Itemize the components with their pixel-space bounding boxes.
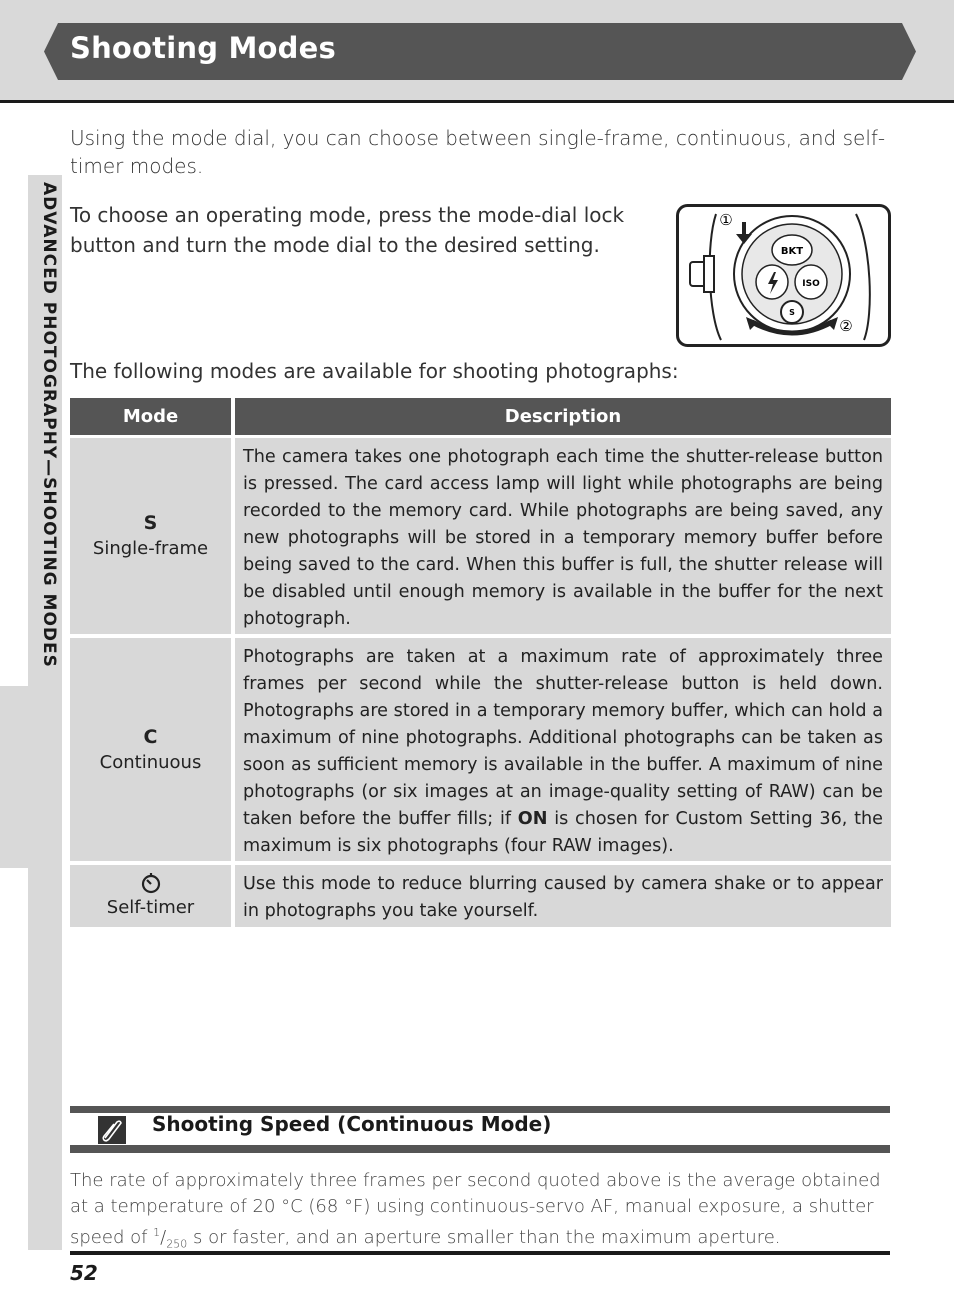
svg-text:②: ② xyxy=(839,317,853,335)
self-timer-icon xyxy=(139,871,163,895)
mode-symbol: S xyxy=(143,512,158,534)
note-rule-mid xyxy=(70,1145,890,1153)
note-text: s or faster, and an aperture smaller than the maximum aperture. xyxy=(187,1227,781,1248)
mode-name: Self-timer xyxy=(106,897,195,918)
fraction-numerator: 1 xyxy=(153,1226,161,1239)
svg-text:①: ① xyxy=(719,211,733,229)
note-body: The rate of approximately three frames per second quoted above is the average obtained at a temperature of 20 °C (68 °F) using continuous-servo AF, manual exposure, a shutter speed of $^1/_{250}$ s or faster, and an aperture smaller than the maximum aperture. xyxy=(70,1170,881,1251)
title-banner xyxy=(44,23,916,80)
description-text: Photographs are taken at a maximum rate of approximately three frames per second while the shutter-release button is held down. Photographs are stored in a temporary memory buffer, which can hold a maximum of nine photographs. Additional photographs can be taken as soon as sufficient memory is available in the buffer. A maximum of nine photographs (or six images at an image-quality setting of RAW) can be taken before the buffer fills; if xyxy=(243,647,883,829)
header-rule xyxy=(0,100,954,103)
table-row-description xyxy=(235,638,891,861)
page-number: 52 xyxy=(70,1261,98,1285)
note-title: Shooting Speed (Continuous Mode) xyxy=(152,1112,552,1136)
svg-text:ISO: ISO xyxy=(802,279,820,289)
instruction-paragraph: To choose an operating mode, press the mode-dial lock button and turn the mode dial to the desired setting. xyxy=(70,203,625,257)
section-tab-label: ADVANCED PHOTOGRAPHY—SHOOTING MODES xyxy=(39,182,59,668)
table-row-description: The camera takes one photograph each time the shutter-release button is pressed. The card access lamp will light while photographs are being recorded to the memory card. While photographs are being saved, any new photographs will be stored in a temporary memory buffer before being saved to the card. When this buffer is full, the shutter release will be disabled until enough memory is available in the buffer for the next photograph. xyxy=(235,438,891,634)
fraction-denominator: 250 xyxy=(166,1237,188,1251)
table-row-description: Use this mode to reduce blurring caused by camera shake or to appear in photographs you take yourself. xyxy=(235,865,891,927)
mode-dial-illustration xyxy=(676,204,891,347)
table-row-mode-cell xyxy=(70,865,231,927)
svg-text:S: S xyxy=(789,308,795,317)
column-header-mode: Mode xyxy=(70,398,231,435)
mode-symbol: C xyxy=(143,725,158,748)
description-text: is chosen for Custom Setting 36, the maximum is six photographs (four RAW images). xyxy=(243,809,883,856)
svg-text:BKT: BKT xyxy=(780,246,804,257)
note-text: The rate of approximately three frames per second quoted above is the average obtained at a temperature of 20 °C (68 °F) using continuous-servo AF, manual exposure, a shutter speed of xyxy=(70,1170,881,1248)
pencil-note-icon xyxy=(98,1116,126,1144)
note-rule-bottom xyxy=(70,1251,890,1255)
side-tab-marker xyxy=(0,686,28,868)
table-row-mode-cell xyxy=(70,638,231,861)
table-row-mode-cell xyxy=(70,438,231,634)
table-lead-text: The following modes are available for shooting photographs: xyxy=(70,359,679,383)
page-title: Shooting Modes xyxy=(70,31,336,65)
mode-name: Continuous xyxy=(99,751,202,773)
column-header-description: Description xyxy=(235,398,891,435)
setting-value: ON xyxy=(517,809,548,829)
mode-name: Single-frame xyxy=(92,538,209,559)
intro-paragraph: Using the mode dial, you can choose between single-frame, continuous, and self-timer modes. xyxy=(70,126,886,178)
